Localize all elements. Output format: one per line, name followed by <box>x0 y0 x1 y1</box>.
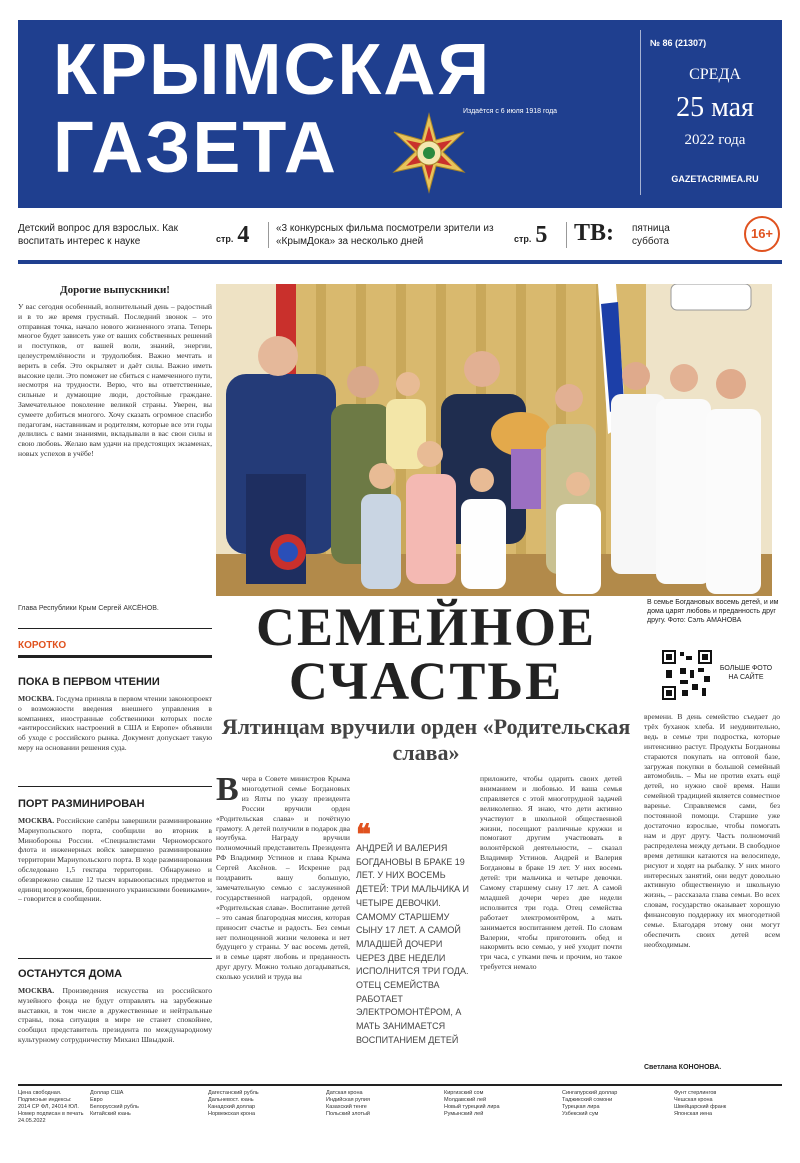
divider <box>18 655 212 658</box>
footer <box>18 1090 782 1134</box>
article-author: Светлана КОНОНОВА. <box>644 1064 722 1071</box>
bottom-rule <box>18 1084 782 1086</box>
footer-currency-column: Датская крона Индийская рупия Казахский тенге Польский злотый <box>326 1090 371 1117</box>
news-title: ПОРТ РАЗМИНИРОВАН <box>18 798 145 810</box>
news-body: Госдума приняла в первом чтении законопроект о возможности введения внешнего управления в компаниях, иностранные собственники которых после «антироссийских настроений в США и Европе» объявили об уходе с российского рынка. Документ допускает такую меру на основании решения суда. <box>18 694 212 752</box>
news-body: Российские сапёры завершили разминирование Мариупольского порта, сообщили во вторник в Минобороны России. «Специалистами Черноморского флота и инженерных войск завершено разминирование территории Мариупольского порта. В ходе разминирования обследовано 1,5 гектара территории. Обнаружено и обезврежено свыше 12 тысяч взрывоопасных предметов и единиц вооружения, брошенного украинскими боевиками», – говорится в сообщении. <box>18 816 212 904</box>
footer-currency-column: Дагестанский рубль Дальневост. юань Канадский доллар Норвежская крона <box>208 1090 259 1117</box>
weekday: СРЕДА <box>689 66 741 83</box>
tv-label[interactable]: ТВ: <box>574 220 615 246</box>
page-number: 5 <box>535 222 548 248</box>
tv-days[interactable]: пятница суббота <box>632 223 670 247</box>
article-column-3: времени. В день семейство съедает до трёх буханок хлеба. И неудивительно, ведь в семье три подростка, которые интенсивно растут. Продукты Богдановы стараются покупать на оптовой базе, загружая покупки в большой семейный автомобиль. – Мы не против ехать ещё детей, но нужно своё время. Наши семейной традицией является совместное варенье. Справляемся сами, без постоянной помощи. Старшие уже достаточно взрослые, чтобы помогать нам и друг другу. Часть полномочий распределена между детьми. В свободное время детишки катаются на велосипеде, рисуют и ходят на рыбалку. У них много интересных занятий, они ведут довольно активную общественную и школьную жизнь, – рассказала глава семьи. Во всех словам, государство оказывает хорошую финансовую поддержку их многодетной семье. Благодаря этому они могут обеспечить своих детей всем необходимым. <box>644 712 780 949</box>
issue-number: № 86 (21307) <box>650 38 707 48</box>
headline <box>216 597 636 711</box>
news-lead: МОСКВА. <box>18 694 55 703</box>
pull-quote: АНДРЕЙ И ВАЛЕРИЯ БОГДАНОВЫ В БРАКЕ 19 ЛЕТ. У НИХ ВОСЕМЬ ДЕТЕЙ: ТРИ МАЛЬЧИКА И ЧЕТЫРЕ ДЕВОЧКИ. САМОМУ СТАРШЕМУ СЫНУ 17 ЛЕТ. А САМОЙ МЛАДШЕЙ ДОЧЕРИ ЧЕРЕЗ ДВЕ НЕДЕЛИ ИСПОЛНИТСЯ ТРИ ГОДА. ОТЕЦ СЕМЕЙСТВА РАБОТАЕТ ЭЛЕКТРОМОНТЁРОМ, А МАТЬ ЗАНИМАЕТСЯ ВОСПИТАНИЕМ ДЕТЕЙ <box>356 843 470 1045</box>
teaser-page-1[interactable] <box>216 222 266 249</box>
footer-currency-column: Доллар США Евро Белорусский рубль Китайский юань <box>90 1090 139 1117</box>
article-column-1 <box>216 774 350 1076</box>
page-number: 4 <box>237 222 250 248</box>
divider <box>18 958 212 959</box>
teaser-divider <box>268 222 269 248</box>
teaser-page-2[interactable] <box>514 222 564 249</box>
family-photo <box>216 284 772 596</box>
issue-year: 2022 года <box>684 132 746 148</box>
greeting-signature: Глава Республики Крым Сергей АКСЁНОВ. <box>18 605 159 612</box>
order-medal-icon <box>388 112 470 194</box>
news-lead: МОСКВА. <box>18 986 55 995</box>
footer-currency-column: Фунт стерлингов Чешская крона Швейцарский франк Японская иена <box>674 1090 727 1117</box>
page-prefix: стр. <box>216 234 234 244</box>
newspaper-title-line2: ГАЗЕТА <box>53 108 338 188</box>
article-column-2: приложите, чтобы одарить своих детей вниманием и любовью. И ваша семья справляется с этой многотрудной задачей великолепно. Я знаю, что дети активно участвуют в школьной общественной жизни, посещают различные кружки и помогают другим участвовать в волонтёрской деятельности, – сказал Владимир Устинов. Андрей и Валерия Богдановы в браке 19 лет. У них восемь детей: три мальчика и четыре девочки. Самому старшему сыну 17 лет. А самой младшей дочери через две недели исполнится три года. Отец семейства работает электромонтёром, а мать занимается воспитанием детей. По словам Валерии, чтобы приготовить обед и накормить всю семью, у неё уходит почти три часа, с утками печь и прочим, но такое требуется немало <box>480 774 622 972</box>
dropcap: В <box>216 774 239 808</box>
teaser-text-2[interactable]: «3 конкурсных фильма посмотрели зрители из «КрымДока» за несколько дней <box>276 223 494 247</box>
news-item <box>18 676 212 782</box>
article-text: чера в Совете министров Крыма многодетной семье Богдановых из Ялты по указу президента России вручили орден «Родительская слава» и почётную грамоту. А детей получили в подарок два ноутбука. Награду вручили полномочный представитель Президента РФ Владимир Устинов и глава Крыма Сергей Аксёнов. – Искренне рад поздравить вашу большую, замечательную семью с заслуженной государственной наградой, орденом «Родительская слава». Воспитание детей – это самая благородная миссия, которая приносит счастье и радость. Без семьи нет полноценной жизни человека и нет будущего у страны. У вас восемь детей, и в семье царят любовь и преданность друг другу. Можно только догадываться, сколько усилий и труда вы <box>216 774 350 982</box>
photo-caption: В семье Богдановых восемь детей, и им дома царят любовь и преданность друг другу. Фото: Сэлъ АМАНОВА <box>647 599 779 624</box>
news-body: Произведения искусства из российского музейного фонда не будут отправлять на зарубежные выставки, в том числе в дружественные и нейтральные страны, пока ситуация в мире не станет спокойнее, сообщил представитель президента по международному культурному сотрудничеству Михаил Швыдкой. <box>18 986 212 1044</box>
news-item <box>18 798 212 944</box>
news-item <box>18 968 212 1076</box>
headline-line1: СЕМЕЙНОЕ <box>255 597 597 657</box>
divider <box>18 628 212 629</box>
masthead <box>18 20 782 208</box>
age-rating-badge: 16+ <box>744 216 780 252</box>
short-news-label: КОРОТКО <box>18 640 67 651</box>
divider <box>18 786 212 787</box>
top-rule <box>18 260 782 264</box>
issue-date: 25 мая <box>676 92 754 123</box>
greeting-body: У вас сегодня особенный, волнительный день – радостный и в то же время грустный. Последний звонок – это отправная точка, начало нового жизненного этапа. Теперь многое будет зависеть уже от ваших собственных решений и поступков, от вашей воли, знаний, энергии, целеустремлённости и трудолюбия. Важно мечтать и верить в себя. Это окрыляет и даёт силы. Важно иметь высокие цели. Это поможет не сбиться с намеченного пути, несмотря на трудности. Верю, что вы ответственные, сильные и думающие люди, достойные граждане. Замечательное поколение великой страны. Уверен, вы сумеете добиться многого. Хочу сказать огромное спасибо педагогам, наставникам и родителям, которые все эти годы делились с вами знаниями, вкладывали в вас свои силы и свою любовь. Желаю вам удачи на предстоящих экзаменах, новых успехов в учёбе! <box>18 302 212 458</box>
founded-note: Издаётся с 6 июля 1918 года <box>463 108 558 115</box>
website-link[interactable]: GAZETACRIMEA.RU <box>671 174 759 184</box>
footer-imprint: Цена свободная. Подписные индексы: 2014 СР ФЛ, 24014 ЮЛ. Номер подписан в печать 24.05.2022 <box>18 1090 84 1124</box>
qr-caption: БОЛЬШЕ ФОТО НА САЙТЕ <box>719 665 773 681</box>
news-title: ОСТАНУТСЯ ДОМА <box>18 968 123 980</box>
teaser-text-1[interactable]: Детский вопрос для взрослых. Как воспитать интерес к науке <box>18 223 178 247</box>
news-lead: МОСКВА. <box>18 816 55 825</box>
quote-mark-icon: ❝ <box>356 819 372 850</box>
greeting-title: Дорогие выпускники! <box>60 284 170 296</box>
teaser-divider <box>566 222 567 248</box>
qr-code-icon[interactable] <box>662 650 712 700</box>
news-title: ПОКА В ПЕРВОМ ЧТЕНИИ <box>18 676 160 688</box>
footer-currency-column: Сингапурский доллар Таджикский сомони Турецкая лира Узбекский сум <box>562 1090 618 1117</box>
masthead-divider <box>640 30 641 195</box>
greeting-block <box>18 284 212 614</box>
newspaper-title-line1: КРЫМСКАЯ <box>53 30 492 110</box>
headline-line2: СЧАСТЬЕ <box>288 651 564 711</box>
subheadline: Ялтинцам вручили орден «Родительская слава» <box>221 714 631 765</box>
footer-currency-column: Киргизский сом Молдавский лей Новый турецкий лира Румынский лей <box>444 1090 500 1117</box>
page-prefix: стр. <box>514 234 532 244</box>
